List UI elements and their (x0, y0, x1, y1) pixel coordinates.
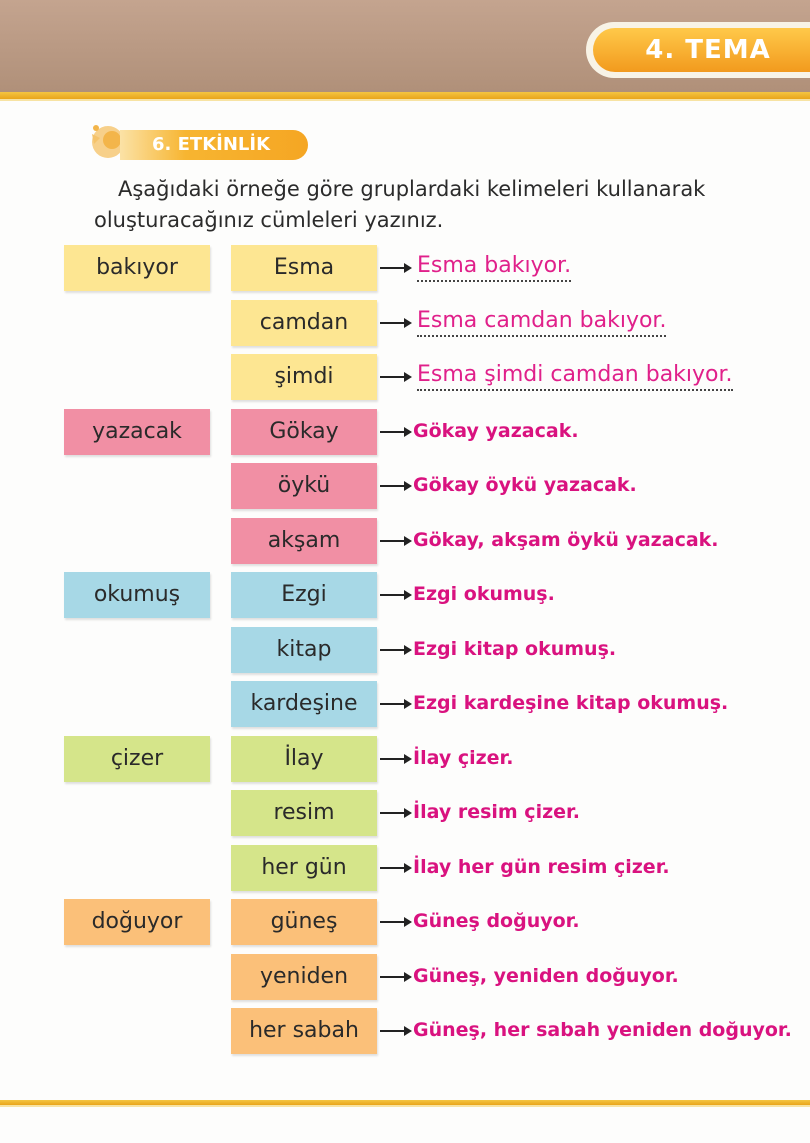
word-card: İlay (231, 736, 377, 782)
word-card: her gün (231, 845, 377, 891)
verb-card: doğuyor (64, 899, 210, 945)
verb-card: yazacak (64, 409, 210, 455)
answer-sentence: Gökay öykü yazacak. (413, 474, 637, 496)
arrow-icon (380, 703, 410, 705)
instruction-line-1: Aşağıdaki örneğe göre gruplardaki kelimeleri kullanarak (118, 177, 706, 201)
answer-sentence: İlay çizer. (413, 746, 514, 769)
answer-sentence: Gökay yazacak. (413, 419, 579, 442)
answer-sentence: Esma bakıyor. (417, 253, 571, 282)
arrow-icon (380, 594, 410, 596)
word-card: kitap (231, 627, 377, 673)
word-card: öykü (231, 463, 377, 509)
word-card: Esma (231, 245, 377, 291)
answer-sentence: Güneş, yeniden doğuyor. (413, 964, 679, 987)
top-divider (0, 92, 810, 99)
verb-card: çizer (64, 736, 210, 782)
verb-card: okumuş (64, 572, 210, 618)
activity-title: 6. ETKİNLİK (120, 130, 308, 160)
answer-sentence: Ezgi kitap okumuş. (413, 637, 617, 660)
answer-sentence: İlay resim çizer. (413, 801, 580, 823)
arrow-icon (380, 1030, 410, 1032)
instruction-text (94, 174, 774, 236)
arrow-icon (380, 976, 410, 978)
word-card: her sabah (231, 1008, 377, 1054)
word-card: resim (231, 790, 377, 836)
answer-sentence: Güneş doğuyor. (413, 910, 580, 932)
answer-sentence: Gökay, akşam öykü yazacak. (413, 528, 719, 551)
arrow-icon (380, 376, 410, 378)
word-card: akşam (231, 518, 377, 564)
top-divider-highlight (0, 99, 810, 101)
answer-sentence: Ezgi kardeşine kitap okumuş. (413, 692, 729, 714)
answer-sentence: Ezgi okumuş. (413, 583, 555, 605)
arrow-icon (380, 812, 410, 814)
arrow-icon (380, 921, 410, 923)
answer-sentence: İlay her gün resim çizer. (413, 855, 670, 878)
arrow-icon (380, 540, 410, 542)
word-card: kardeşine (231, 681, 377, 727)
bottom-divider-highlight (0, 1105, 810, 1107)
word-card: Ezgi (231, 572, 377, 618)
word-card: güneş (231, 899, 377, 945)
tema-badge: 4. TEMA (593, 28, 810, 72)
arrow-icon (380, 431, 410, 433)
verb-card: bakıyor (64, 245, 210, 291)
arrow-icon (380, 485, 410, 487)
arrow-icon (380, 322, 410, 324)
word-card: yeniden (231, 954, 377, 1000)
answer-sentence: Esma şimdi camdan bakıyor. (417, 362, 733, 391)
arrow-icon (380, 649, 410, 651)
answer-sentence: Güneş, her sabah yeniden doğuyor. (413, 1019, 792, 1041)
arrow-icon (380, 267, 410, 269)
arrow-icon (380, 758, 410, 760)
arrow-icon (380, 867, 410, 869)
word-card: Gökay (231, 409, 377, 455)
word-card: şimdi (231, 354, 377, 400)
instruction-line-2: oluşturacağınız cümleleri yazınız. (94, 208, 444, 232)
word-card: camdan (231, 300, 377, 346)
answer-sentence: Esma camdan bakıyor. (417, 308, 666, 337)
